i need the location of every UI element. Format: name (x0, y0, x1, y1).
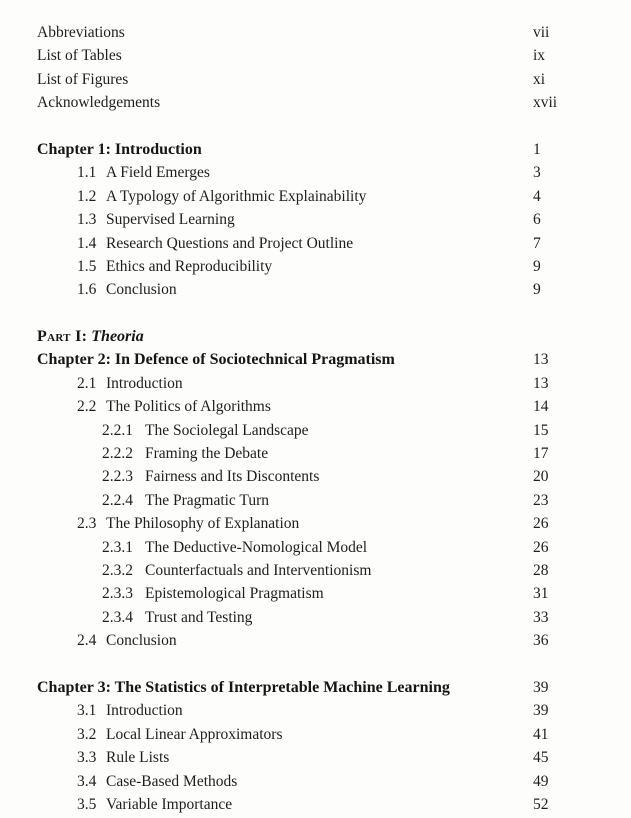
toc-section-row (0, 255, 631, 278)
toc-section-row (0, 723, 631, 746)
toc-section-title: Supervised Learning (106, 211, 235, 229)
toc-blank-row (0, 302, 631, 325)
toc-section-page-number: 14 (533, 398, 549, 416)
toc-section-row (0, 419, 631, 442)
toc-chapter-heading-row (0, 138, 631, 161)
toc-section-number: 2.1 (77, 374, 97, 392)
toc-section-page-number: 3 (533, 164, 541, 182)
toc-section-number: 3.3 (77, 749, 97, 767)
toc-section-number: 2.3.1 (102, 538, 133, 556)
toc-section-row (0, 582, 631, 605)
toc-section-page-number: 4 (533, 187, 541, 205)
toc-section-title: Case-Based Methods (106, 772, 238, 790)
toc-section-page-number: 9 (533, 281, 541, 299)
toc-section-number: 1.5 (77, 257, 97, 275)
toc-chapter-heading: Chapter 1: Introduction (37, 140, 202, 158)
toc-section-page-number: 41 (533, 725, 549, 743)
toc-chapter-heading-row (0, 676, 631, 699)
toc-section-page-number: 9 (533, 257, 541, 275)
toc-section-row (0, 278, 631, 301)
toc-section-row (0, 442, 631, 465)
toc-section-page-number: 49 (533, 772, 549, 790)
toc-section-row (0, 185, 631, 208)
toc-section-row (0, 536, 631, 559)
toc-section-row (0, 606, 631, 629)
toc-section-row (0, 489, 631, 512)
toc-chapter-page-number: 1 (533, 140, 541, 158)
toc-entry-label: Acknowledgements (37, 94, 161, 112)
toc-list (0, 21, 631, 816)
toc-section-row (0, 699, 631, 722)
toc-section-title: Local Linear Approximators (106, 725, 283, 743)
toc-section-number: 3.5 (77, 795, 97, 813)
toc-section-row (0, 465, 631, 488)
toc-section-page-number: 31 (533, 585, 549, 603)
toc-section-number: 2.2 (77, 398, 97, 416)
toc-section-page-number: 26 (533, 538, 549, 556)
toc-section-title: Trust and Testing (145, 608, 253, 626)
toc-section-title: The Sociolegal Landscape (145, 421, 309, 439)
toc-section-page-number: 28 (533, 561, 549, 579)
toc-section-number: 2.2.4 (102, 491, 133, 509)
toc-section-row (0, 395, 631, 418)
toc-section-title: Ethics and Reproducibility (106, 257, 273, 275)
toc-section-row (0, 512, 631, 535)
toc-section-title: Introduction (106, 702, 183, 720)
toc-section-page-number: 15 (533, 421, 549, 439)
toc-section-title: A Typology of Algorithmic Explainability (106, 187, 367, 205)
toc-entry-page-number: ix (533, 47, 546, 65)
toc-section-row (0, 559, 631, 582)
toc-section-number: 1.2 (77, 187, 97, 205)
toc-section-number: 2.2.3 (102, 468, 133, 486)
toc-section-number: 3.4 (77, 772, 97, 790)
toc-front-matter-row (0, 44, 631, 67)
toc-section-row (0, 208, 631, 231)
toc-section-number: 2.3 (77, 515, 97, 533)
toc-section-row (0, 161, 631, 184)
toc-front-matter-row (0, 91, 631, 114)
toc-entry-page-number: vii (533, 24, 550, 41)
toc-section-title: Fairness and Its Discontents (145, 468, 320, 486)
toc-blank-row (0, 653, 631, 676)
toc-section-title: Rule Lists (106, 749, 170, 767)
toc-chapter-page-number: 39 (533, 678, 549, 696)
toc-section-title: Counterfactuals and Interventionism (145, 561, 372, 579)
toc-entry-page-number: xi (533, 70, 546, 88)
toc-section-title: Conclusion (106, 281, 177, 299)
toc-section-row (0, 793, 631, 816)
toc-section-number: 3.1 (77, 702, 97, 720)
toc-section-number: 2.3.4 (102, 608, 133, 626)
toc-front-matter-row (0, 68, 631, 91)
toc-section-page-number: 45 (533, 749, 549, 767)
toc-section-number: 2.2.2 (102, 445, 133, 463)
toc-entry-page-number: xvii (533, 94, 558, 112)
toc-section-number: 1.3 (77, 211, 97, 229)
toc-entry-label: List of Tables (37, 47, 122, 65)
toc-section-row (0, 746, 631, 769)
toc-section-number: 1.1 (77, 164, 97, 182)
toc-section-title: Introduction (106, 374, 183, 392)
toc-section-row (0, 770, 631, 793)
toc-section-number: 2.4 (77, 632, 97, 650)
toc-part-heading (37, 325, 144, 348)
toc-section-title: Research Questions and Project Outline (106, 234, 354, 252)
toc-section-number: 2.2.1 (102, 421, 133, 439)
toc-section-page-number: 26 (533, 515, 549, 533)
toc-section-page-number: 23 (533, 491, 549, 509)
toc-section-number: 3.2 (77, 725, 97, 743)
toc-entry-label: Abbreviations (37, 24, 125, 41)
toc-section-title: The Deductive-Nomological Model (145, 538, 368, 556)
toc-section-number: 1.4 (77, 234, 97, 252)
toc-section-row (0, 232, 631, 255)
toc-section-page-number: 13 (533, 374, 549, 392)
toc-part-title: Theoria (91, 328, 144, 346)
toc-section-page-number: 7 (533, 234, 541, 252)
toc-section-number: 2.3.3 (102, 585, 133, 603)
toc-section-number: 2.3.2 (102, 561, 133, 579)
toc-chapter-page-number: 13 (533, 351, 549, 369)
toc-section-title: Framing the Debate (145, 445, 269, 463)
toc-section-page-number: 6 (533, 211, 541, 229)
toc-entry-label: List of Figures (37, 70, 129, 88)
toc-section-title: A Field Emerges (106, 164, 210, 182)
toc-section-title: Epistemological Pragmatism (145, 585, 324, 603)
toc-chapter-heading: Chapter 2: In Defence of Sociotechnical Pragmatism (37, 351, 395, 369)
toc-chapter-heading: Chapter 3: The Statistics of Interpretable Machine Learning (37, 678, 450, 696)
toc-section-page-number: 17 (533, 445, 549, 463)
toc-section-page-number: 20 (533, 468, 549, 486)
toc-chapter-heading-row (0, 348, 631, 371)
toc-section-title: The Pragmatic Turn (145, 491, 269, 509)
toc-section-title: The Philosophy of Explanation (106, 515, 300, 533)
toc-section-title: The Politics of Algorithms (106, 398, 271, 416)
toc-section-title: Variable Importance (106, 795, 233, 813)
toc-part-heading-row (0, 325, 631, 348)
toc-part-prefix: Part I: (37, 328, 88, 346)
toc-section-page-number: 52 (533, 795, 549, 813)
toc-blank-row (0, 115, 631, 138)
toc-section-row (0, 372, 631, 395)
toc-front-matter-row (0, 21, 631, 44)
toc-section-title: Conclusion (106, 632, 177, 650)
toc-section-page-number: 33 (533, 608, 549, 626)
toc-section-number: 1.6 (77, 281, 97, 299)
toc-section-page-number: 36 (533, 632, 549, 650)
toc-section-row (0, 629, 631, 652)
toc-section-page-number: 39 (533, 702, 549, 720)
